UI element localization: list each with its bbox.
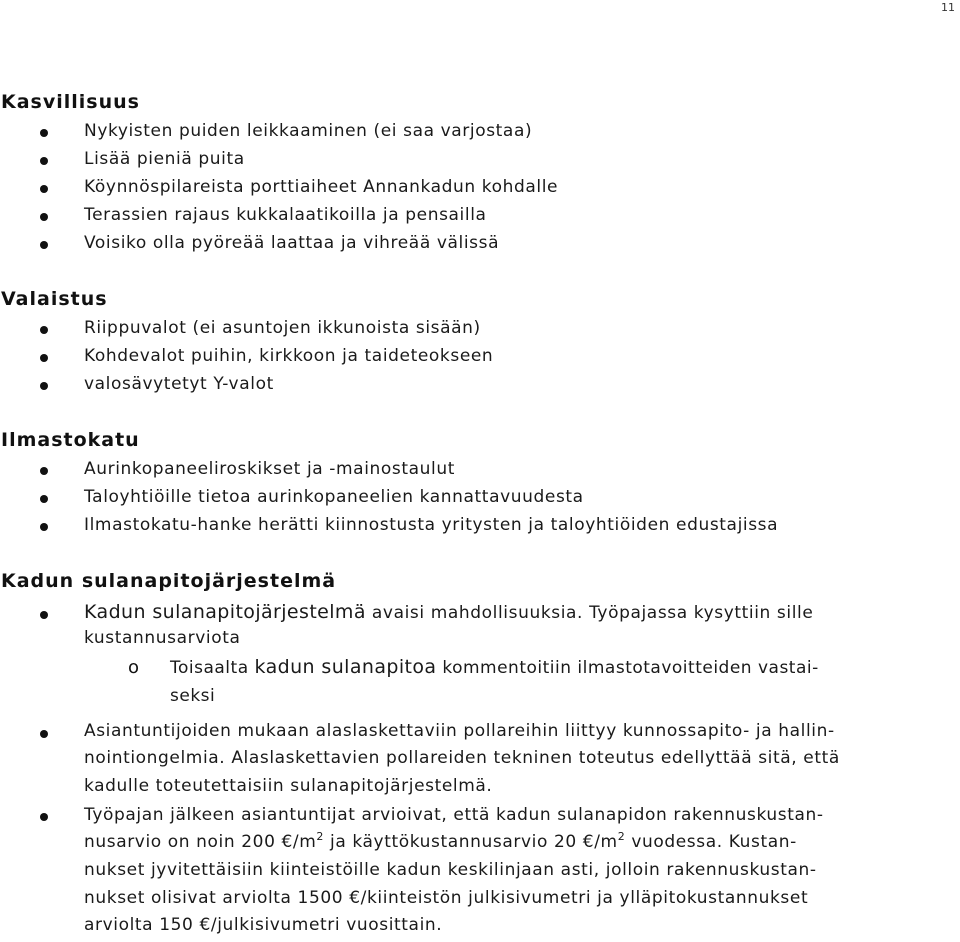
sub-list-item (170, 656, 819, 678)
list-item: Asiantuntijoiden mukaan alaslaskettaviin pollareihin liittyy kunnossapito- ja hallin- (84, 721, 835, 741)
sub-list-item-continuation: seksi (170, 686, 216, 706)
bullet-icon (40, 467, 48, 475)
bullet-icon (40, 523, 48, 531)
list-item-continuation: kadulle toteutettaisiin sulanapitojärjestelmä. (84, 776, 493, 796)
item-text: Toisaalta (170, 658, 255, 678)
bullet-icon (40, 213, 48, 221)
item-text: ja käyttökustannusarvio 20 (324, 832, 583, 852)
list-item: Ilmastokatu-hanke herätti kiinnostusta yritysten ja taloyhtiöiden edustajissa (84, 515, 779, 535)
list-item: valosävytetyt Y-valot (84, 374, 274, 394)
list-item: Taloyhtiöille tietoa aurinkopaneelien kannattavuudesta (84, 487, 584, 507)
list-item-continuation: nointiongelmia. Alaslaskettavien pollareiden tekninen toteutus edellyttää sitä, että (84, 748, 840, 768)
unit-text: €/m (281, 832, 317, 852)
bullet-icon (40, 730, 48, 738)
item-text: vuodessa. Kustan- (625, 832, 797, 852)
list-item-continuation: kustannusarviota (84, 628, 241, 648)
list-item-continuation: nukset jyvitettäisiin kiinteistöille kadun keskilinjaan asti, jolloin rakennuskustan- (84, 860, 817, 880)
list-item: Kohdevalot puihin, kirkkoon ja taideteokseen (84, 346, 494, 366)
sub-bullet-icon: o (128, 657, 140, 678)
list-item: Aurinkopaneeliroskikset ja -mainostaulut (84, 459, 455, 479)
list-item: Lisää pieniä puita (84, 149, 245, 169)
unit-text: €/m (582, 832, 618, 852)
bullet-icon (40, 241, 48, 249)
list-item: Köynnöspilareista porttiaiheet Annankadun kohdalle (84, 177, 559, 197)
bullet-icon (40, 813, 48, 821)
page-number: 11 (941, 1, 955, 14)
list-item: Työpajan jälkeen asiantuntijat arvioivat, että kadun sulanapidon rakennuskustan- (84, 805, 824, 825)
superscript: 2 (617, 830, 626, 843)
bullet-icon (40, 185, 48, 193)
superscript: 2 (316, 830, 325, 843)
item-text: nusarvio on noin 200 (84, 832, 282, 852)
section-heading-valaistus: Valaistus (1, 288, 108, 310)
bullet-icon (40, 495, 48, 503)
item-text: avaisi mahdollisuuksia. Työpajassa kysyttiin sille (365, 603, 814, 623)
list-item: Nykyisten puiden leikkaaminen (ei saa varjostaa) (84, 121, 533, 141)
bullet-icon (40, 611, 48, 619)
section-heading-sulanapito: Kadun sulanapitojärjestelmä (1, 570, 337, 592)
bullet-icon (40, 157, 48, 165)
section-heading-ilmastokatu: Ilmastokatu (1, 429, 140, 451)
emphasis-text: kadun sulanapitoa (254, 656, 437, 678)
section-heading-kasvillisuus: Kasvillisuus (1, 91, 140, 113)
list-item: Voisiko olla pyöreää laattaa ja vihreää välissä (84, 233, 500, 253)
list-item (84, 601, 813, 623)
list-item: Riippuvalot (ei asuntojen ikkunoista sisään) (84, 318, 481, 338)
item-text: kommentoitiin ilmastotavoitteiden vastai- (436, 658, 819, 678)
list-item: Terassien rajaus kukkalaatikoilla ja pensailla (84, 205, 487, 225)
bullet-icon (40, 354, 48, 362)
bullet-icon (40, 382, 48, 390)
bullet-icon (40, 326, 48, 334)
list-item-continuation: nukset olisivat arviolta 1500 €/kiinteistön julkisivumetri ja ylläpitokustannukset (84, 888, 809, 908)
bullet-icon (40, 129, 48, 137)
emphasis-text: Kadun sulanapitojärjestelmä (84, 601, 366, 623)
list-item-continuation: arviolta 150 €/julkisivumetri vuosittain. (84, 915, 443, 935)
list-item-continuation (84, 832, 797, 852)
